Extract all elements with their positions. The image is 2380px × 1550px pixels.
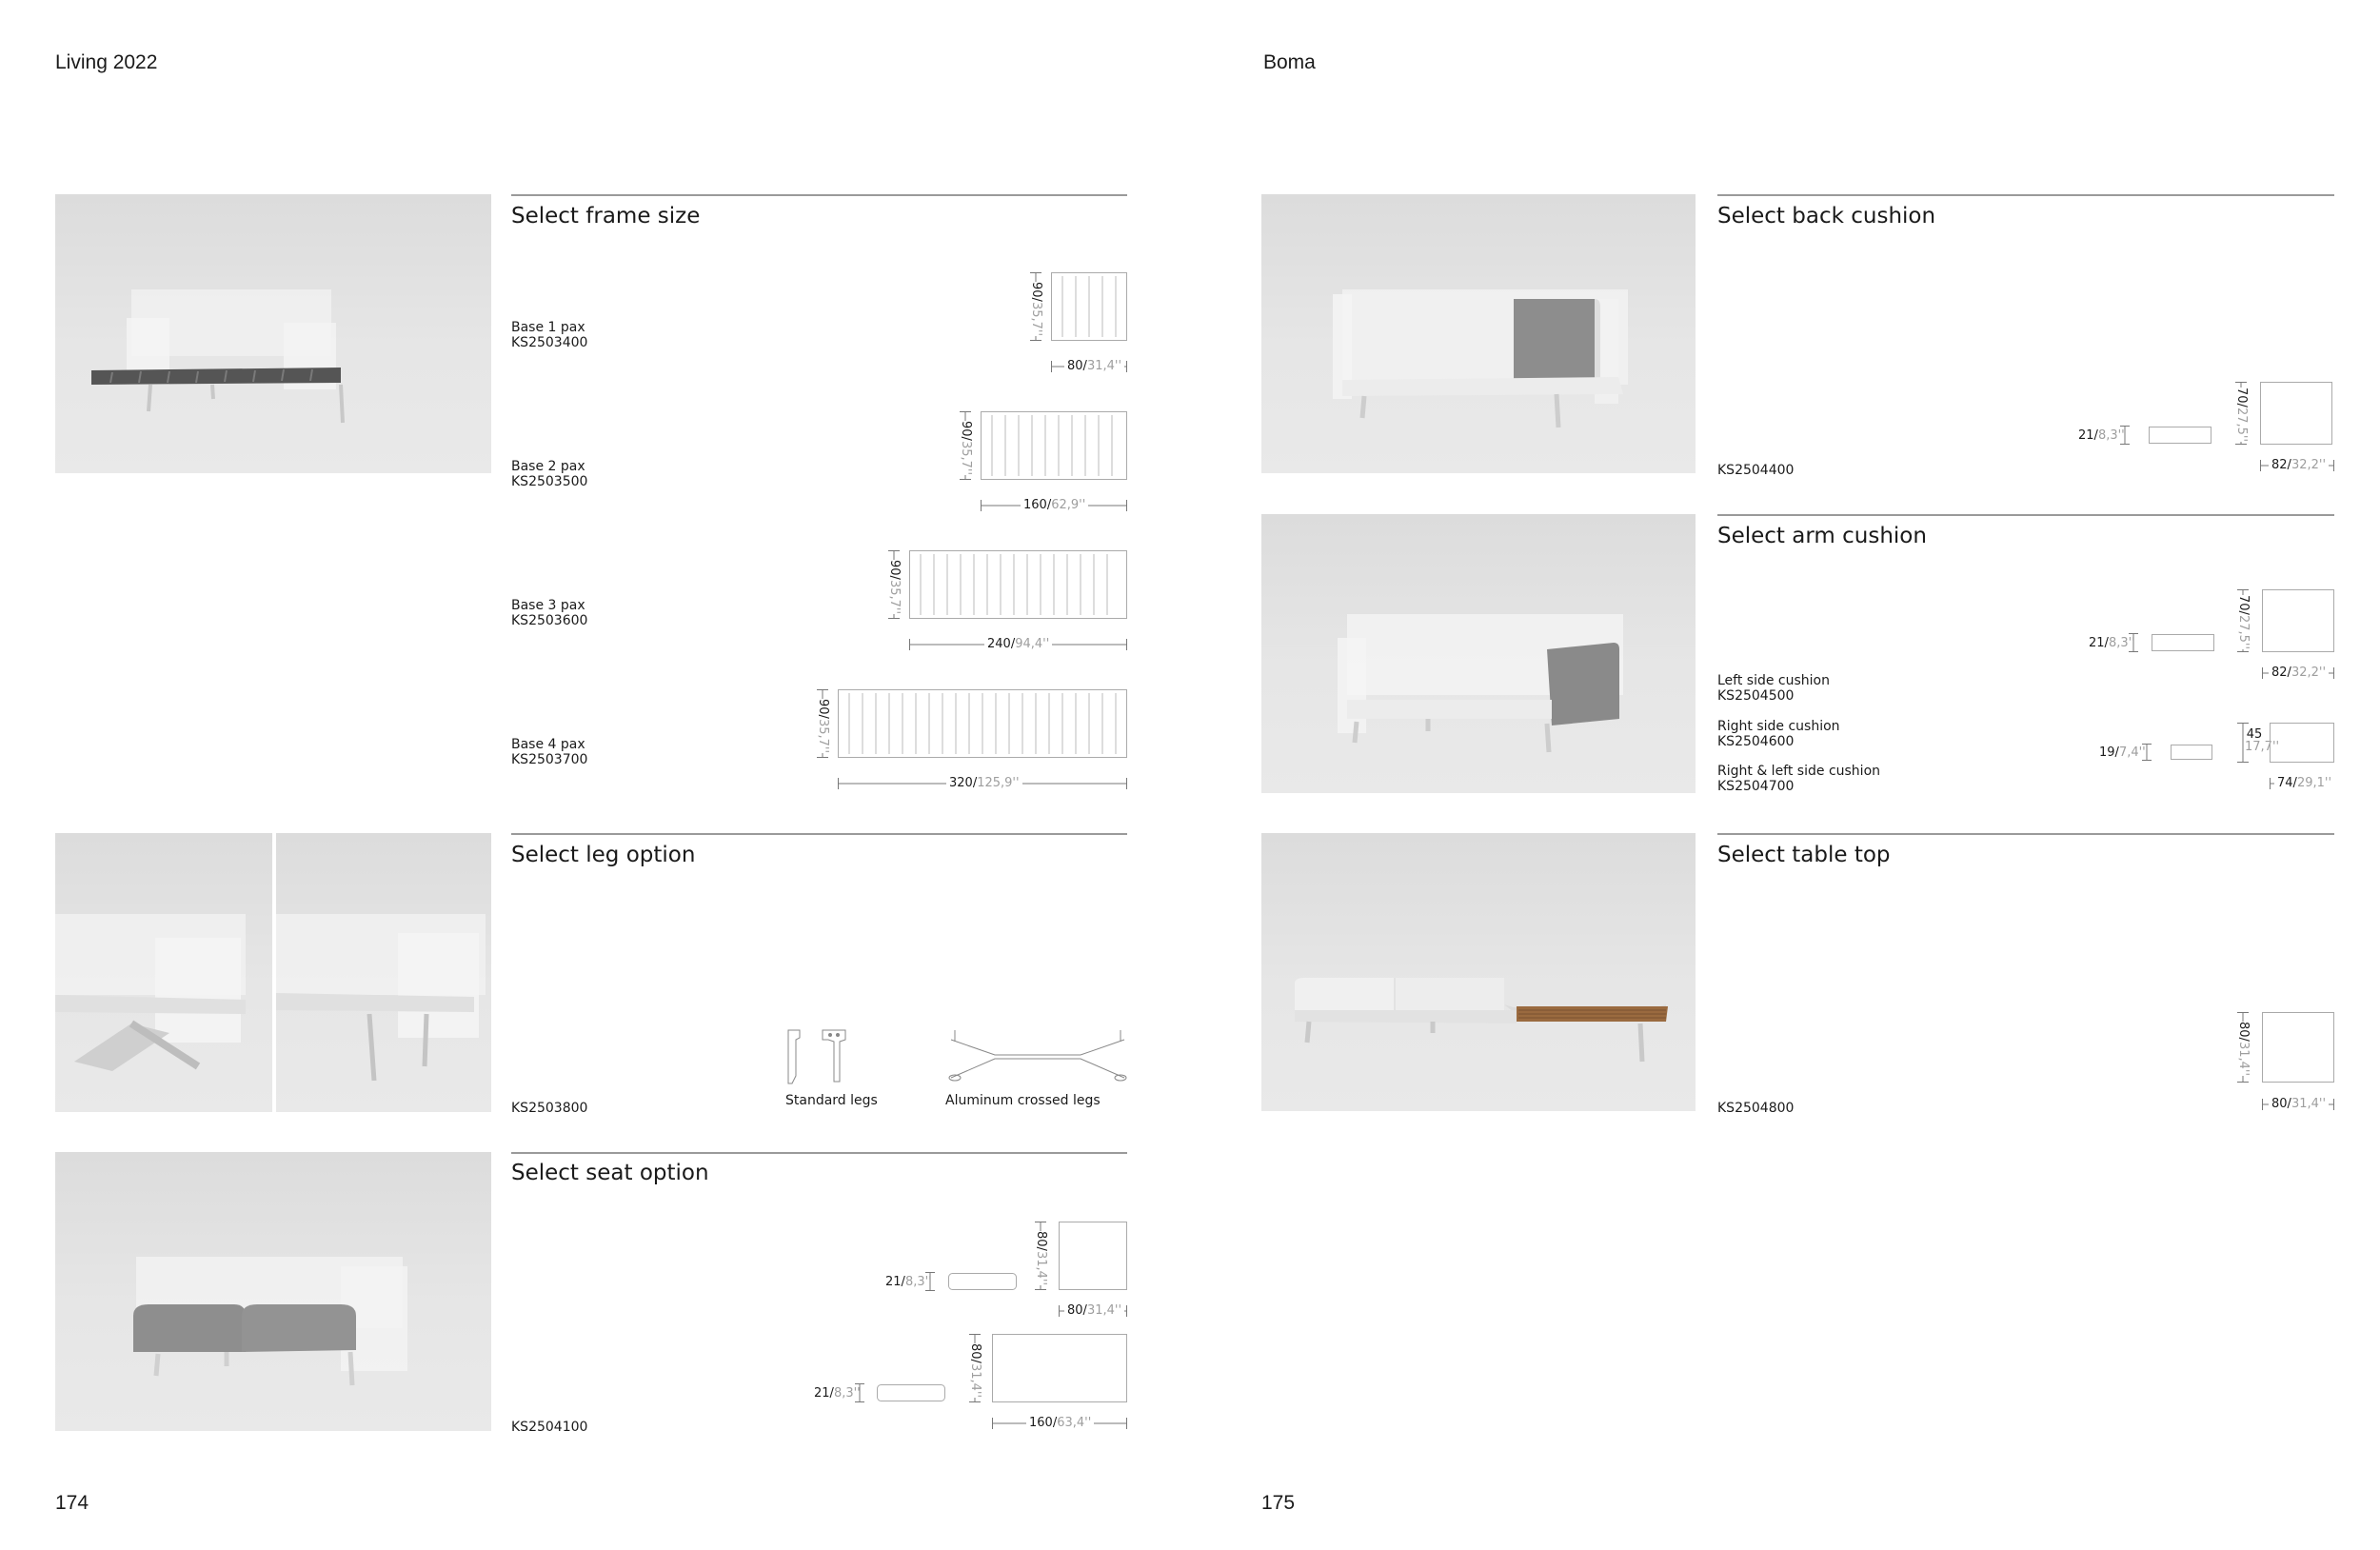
seat-rule xyxy=(511,1152,1127,1154)
seat-1-width: 80/31,4'' xyxy=(1064,1303,1124,1318)
frame-sofa-photo xyxy=(55,194,491,473)
seat-2-width: 160/63,4'' xyxy=(1026,1416,1094,1430)
back-depth: 70/27,5'' xyxy=(2234,388,2249,443)
seat-1-height-line xyxy=(925,1272,935,1296)
arm-2-width: 74/29,1'' xyxy=(2274,776,2334,790)
back-top xyxy=(2260,382,2332,449)
back-height-line xyxy=(2120,426,2130,449)
right-page-header: Boma xyxy=(1263,51,1316,73)
back-code: KS2504400 xyxy=(1717,463,1795,478)
crossed-legs-drawing xyxy=(947,1026,1128,1088)
table-section-title: Select table top xyxy=(1717,843,1891,867)
arm-section-title: Select arm cushion xyxy=(1717,524,1927,548)
leg-section-title: Select leg option xyxy=(511,843,696,867)
arm-rule xyxy=(1717,514,2334,516)
table-code: KS2504800 xyxy=(1717,1101,1795,1116)
frame-rule xyxy=(511,194,1127,196)
frame-2-drawing xyxy=(981,411,1127,485)
frame-3-width: 240/94,4'' xyxy=(984,637,1052,651)
table-rule xyxy=(1717,833,2334,835)
back-profile xyxy=(2149,427,2211,448)
frame-1-depth: 90/35,7'' xyxy=(1029,282,1043,337)
frame-2-width: 160/62,9'' xyxy=(1021,498,1088,512)
arm-1-profile xyxy=(2152,634,2214,656)
frame-3-depth: 90/35,7'' xyxy=(887,560,902,615)
arm-cushion-photo xyxy=(1261,514,1696,793)
arm-1-depth: 70/27,5'' xyxy=(2236,595,2251,650)
arm-item-right: Right side cushion KS2504600 xyxy=(1717,719,1840,749)
arm-item-both: Right & left side cushion KS2504700 xyxy=(1717,764,1881,794)
frame-item-3: Base 3 pax KS2503600 xyxy=(511,598,588,628)
arm-2-profile xyxy=(2171,745,2212,765)
seat-2-top xyxy=(992,1334,1127,1407)
seat-2-profile xyxy=(877,1384,945,1406)
seat-option-photo xyxy=(55,1152,491,1431)
frame-item-4: Base 4 pax KS2503700 xyxy=(511,737,588,767)
back-height: 21/8,3'' xyxy=(2078,428,2125,443)
frame-3-drawing xyxy=(909,550,1127,624)
leg-option-photo xyxy=(55,833,491,1112)
leg-rule xyxy=(511,833,1127,835)
back-section-title: Select back cushion xyxy=(1717,204,1936,229)
arm-2-height-line xyxy=(2142,744,2152,765)
crossed-legs-label: Aluminum crossed legs xyxy=(945,1093,1101,1108)
frame-item-1: Base 1 pax KS2503400 xyxy=(511,320,588,350)
right-page-number: 175 xyxy=(1261,1492,1296,1514)
frame-1-width: 80/31,4'' xyxy=(1064,359,1124,373)
seat-section-title: Select seat option xyxy=(511,1161,709,1185)
arm-1-height-line xyxy=(2129,633,2138,657)
seat-2-depth: 80/31,4'' xyxy=(968,1343,982,1399)
standard-legs-drawing xyxy=(783,1028,855,1092)
frame-item-2: Base 2 pax KS2503500 xyxy=(511,459,588,489)
frame-4-depth: 90/35,7'' xyxy=(816,699,830,754)
arm-2-height: 19/7,4'' xyxy=(2099,745,2146,760)
back-cushion-photo xyxy=(1261,194,1696,473)
left-page-number: 174 xyxy=(55,1492,89,1514)
back-rule xyxy=(1717,194,2334,196)
table-top-photo xyxy=(1261,833,1696,1111)
seat-1-depth: 80/31,4'' xyxy=(1034,1231,1048,1286)
seat-code: KS2504100 xyxy=(511,1420,588,1435)
standard-legs-label: Standard legs xyxy=(785,1093,878,1108)
arm-1-height: 21/8,3'' xyxy=(2089,636,2135,650)
seat-1-profile xyxy=(948,1273,1017,1295)
frame-4-width: 320/125,9'' xyxy=(946,776,1022,790)
arm-item-left: Left side cushion KS2504500 xyxy=(1717,673,1830,704)
leg-code: KS2503800 xyxy=(511,1101,588,1116)
arm-2-top xyxy=(2270,723,2334,767)
seat-1-height: 21/8,3'' xyxy=(885,1275,932,1289)
frame-2-depth: 90/35,7'' xyxy=(959,421,973,476)
seat-2-height: 21/8,3'' xyxy=(814,1386,861,1401)
frame-1-drawing xyxy=(1051,272,1127,346)
seat-2-height-line xyxy=(855,1383,864,1407)
frame-section-title: Select frame size xyxy=(511,204,701,229)
left-page-header: Living 2022 xyxy=(55,51,158,73)
arm-1-width: 82/32,2'' xyxy=(2269,666,2329,680)
seat-1-top xyxy=(1059,1222,1127,1295)
frame-4-drawing xyxy=(838,689,1127,763)
back-width: 82/32,2'' xyxy=(2269,458,2329,472)
table-width: 80/31,4'' xyxy=(2269,1097,2329,1111)
table-depth: 80/31,4'' xyxy=(2236,1022,2251,1077)
arm-1-top xyxy=(2262,589,2334,657)
table-top-drawing xyxy=(2262,1012,2334,1087)
arm-2-depth: 45 17,7'' xyxy=(2245,727,2280,754)
